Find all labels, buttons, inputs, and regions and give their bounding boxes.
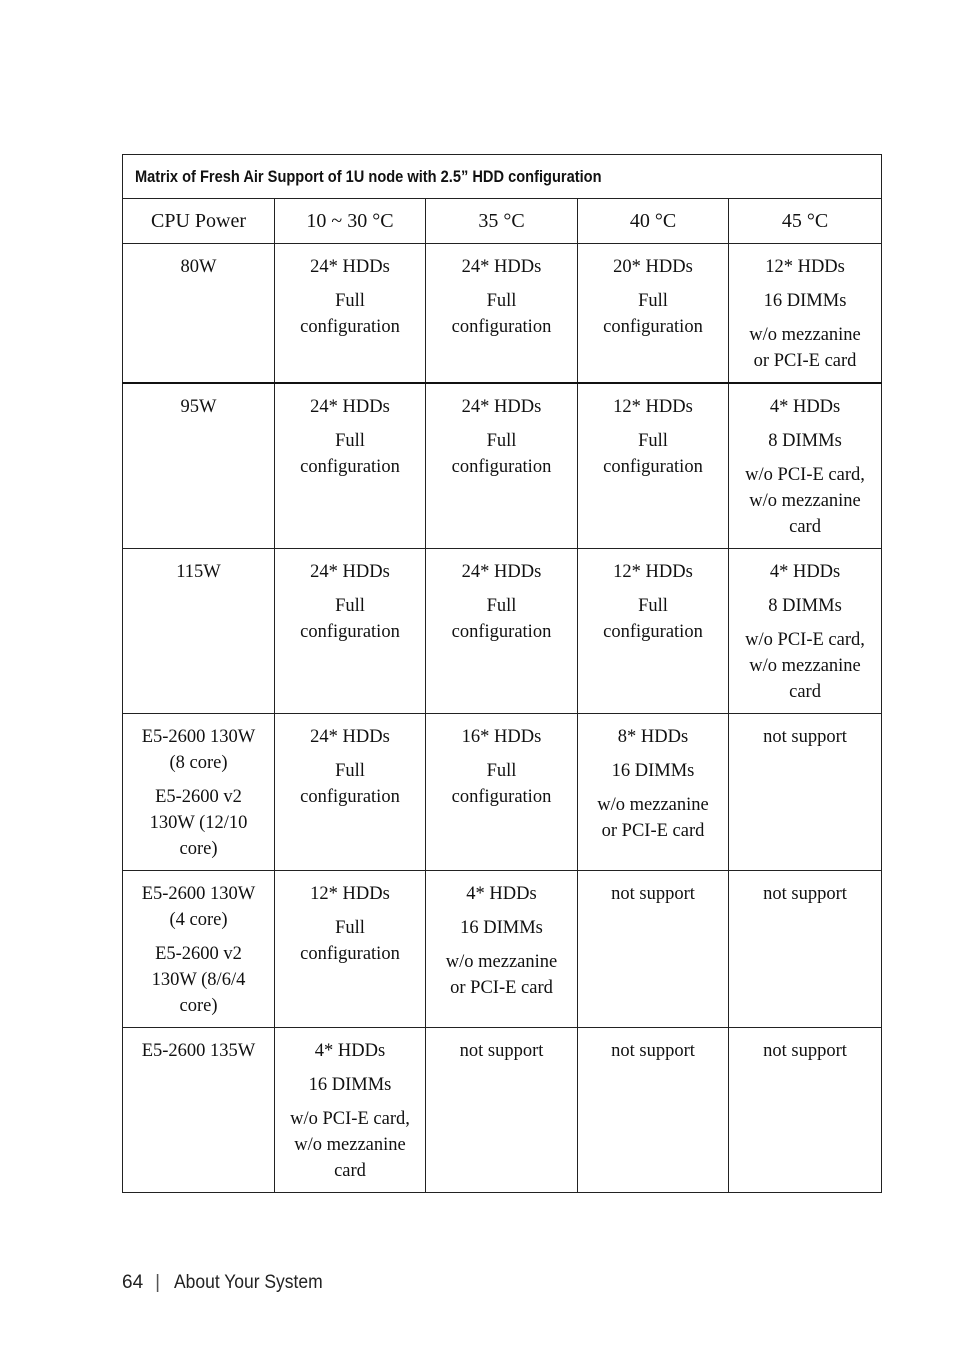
header-cpu-power: CPU Power: [123, 199, 275, 244]
cell-text: not support: [611, 884, 695, 904]
cell-text: 8 DIMMs: [768, 596, 842, 616]
config-cell: [275, 714, 426, 871]
cell-text: 8 DIMMs: [768, 431, 842, 451]
config-cell: [426, 383, 578, 549]
cpu-power-cell: [123, 244, 275, 384]
cell-text: w/o PCI-E card, w/o mezzanine card: [290, 1109, 410, 1181]
cell-text: 8* HDDs: [617, 727, 689, 747]
cell-text: Full configuration: [451, 291, 552, 337]
cpu-power-cell: [123, 871, 275, 1028]
config-cell: [426, 1028, 578, 1193]
footer-separator: |: [155, 1272, 161, 1293]
table-header-row: [123, 199, 882, 244]
cell-text: E5-2600 130W (4 core): [141, 884, 256, 930]
config-cell: [275, 871, 426, 1028]
cell-text: w/o mezzanine or PCI-E card: [597, 795, 709, 841]
cell-text: 4* HDDs: [769, 562, 841, 582]
footer-section-title: About Your System: [174, 1272, 323, 1293]
cell-text: 24* HDDs: [461, 562, 542, 582]
cell-text: 12* HDDs: [310, 884, 390, 904]
header-10-30c: 10 ~ 30 °C: [275, 199, 426, 244]
cell-text: Full configuration: [603, 431, 703, 477]
page-footer: [122, 1272, 336, 1294]
config-cell: [729, 1028, 882, 1193]
table-row: [123, 383, 882, 549]
cell-text: w/o PCI-E card, w/o mezzanine card: [745, 630, 865, 702]
cell-text: Full configuration: [300, 291, 400, 337]
cell-text: 12* HDDs: [765, 257, 845, 277]
cell-text: 16 DIMMs: [611, 761, 695, 781]
cell-text: not support: [611, 1041, 695, 1061]
header-35c: 35 °C: [426, 199, 578, 244]
cell-text: 24* HDDs: [310, 397, 390, 417]
cell-text: not support: [459, 1041, 544, 1061]
table-row: [123, 714, 882, 871]
config-cell: [578, 383, 729, 549]
cell-text: 24* HDDs: [461, 397, 542, 417]
cell-text: E5-2600 v2 130W (12/10 core): [149, 787, 248, 859]
cell-text: 4* HDDs: [769, 397, 841, 417]
config-cell: [275, 1028, 426, 1193]
config-cell: [578, 244, 729, 384]
cell-text: 20* HDDs: [613, 257, 693, 277]
config-cell: [426, 549, 578, 714]
config-cell: [275, 244, 426, 384]
cell-text: 80W: [180, 257, 217, 277]
cell-text: w/o mezzanine or PCI-E card: [749, 325, 861, 371]
cell-text: 24* HDDs: [310, 562, 390, 582]
cell-text: 16* HDDs: [461, 727, 542, 747]
cell-text: 16 DIMMs: [460, 918, 543, 938]
cell-text: 95W: [180, 397, 217, 417]
cell-text: Full configuration: [603, 291, 703, 337]
header-40c: 40 °C: [578, 199, 729, 244]
cell-text: Full configuration: [300, 918, 400, 964]
cell-text: 24* HDDs: [461, 257, 542, 277]
cpu-power-cell: [123, 549, 275, 714]
table-row: [123, 244, 882, 384]
cell-text: E5-2600 130W (8 core): [141, 727, 256, 773]
table-body: [123, 244, 882, 1193]
cell-text: not support: [763, 727, 847, 747]
config-cell: [275, 383, 426, 549]
cell-text: Full configuration: [451, 431, 552, 477]
config-cell: [578, 714, 729, 871]
cell-text: 4* HDDs: [314, 1041, 386, 1061]
cell-text: 24* HDDs: [310, 727, 390, 747]
cell-text: Full configuration: [300, 596, 400, 642]
config-cell: [426, 871, 578, 1028]
config-cell: [729, 383, 882, 549]
cpu-power-cell: [123, 714, 275, 871]
fresh-air-matrix-table: [122, 154, 882, 1193]
cell-text: 115W: [176, 562, 221, 582]
cell-text: 16 DIMMs: [763, 291, 847, 311]
table-title: Matrix of Fresh Air Support of 1U node with 2.5” HDD configuration: [135, 166, 602, 186]
cell-text: Full configuration: [300, 431, 400, 477]
table-title-row: [123, 155, 882, 199]
page-number: 64: [122, 1272, 144, 1293]
config-cell: [729, 549, 882, 714]
cell-text: E5-2600 135W: [141, 1041, 256, 1061]
config-cell: [729, 714, 882, 871]
config-cell: [426, 244, 578, 384]
cell-text: not support: [763, 1041, 847, 1061]
cpu-power-cell: [123, 383, 275, 549]
cell-text: 24* HDDs: [310, 257, 390, 277]
cell-text: 4* HDDs: [466, 884, 537, 904]
header-45c: 45 °C: [729, 199, 882, 244]
table-title-cell: [123, 155, 882, 199]
config-cell: [729, 244, 882, 384]
table-row: [123, 1028, 882, 1193]
table-row: [123, 549, 882, 714]
cell-text: Full configuration: [451, 596, 552, 642]
config-cell: [578, 1028, 729, 1193]
config-cell: [426, 714, 578, 871]
table-row: [123, 871, 882, 1028]
cell-text: Full configuration: [451, 761, 552, 807]
cell-text: not support: [763, 884, 847, 904]
cell-text: Full configuration: [603, 596, 703, 642]
cell-text: w/o PCI-E card, w/o mezzanine card: [745, 465, 865, 537]
cell-text: 12* HDDs: [613, 562, 693, 582]
cell-text: 16 DIMMs: [308, 1075, 392, 1095]
config-cell: [275, 549, 426, 714]
cell-text: w/o mezzanine or PCI-E card: [445, 952, 558, 998]
config-cell: [578, 549, 729, 714]
cell-text: E5-2600 v2 130W (8/6/4 core): [151, 944, 246, 1016]
config-cell: [729, 871, 882, 1028]
cell-text: Full configuration: [300, 761, 400, 807]
cpu-power-cell: [123, 1028, 275, 1193]
config-cell: [578, 871, 729, 1028]
cell-text: 12* HDDs: [613, 397, 693, 417]
